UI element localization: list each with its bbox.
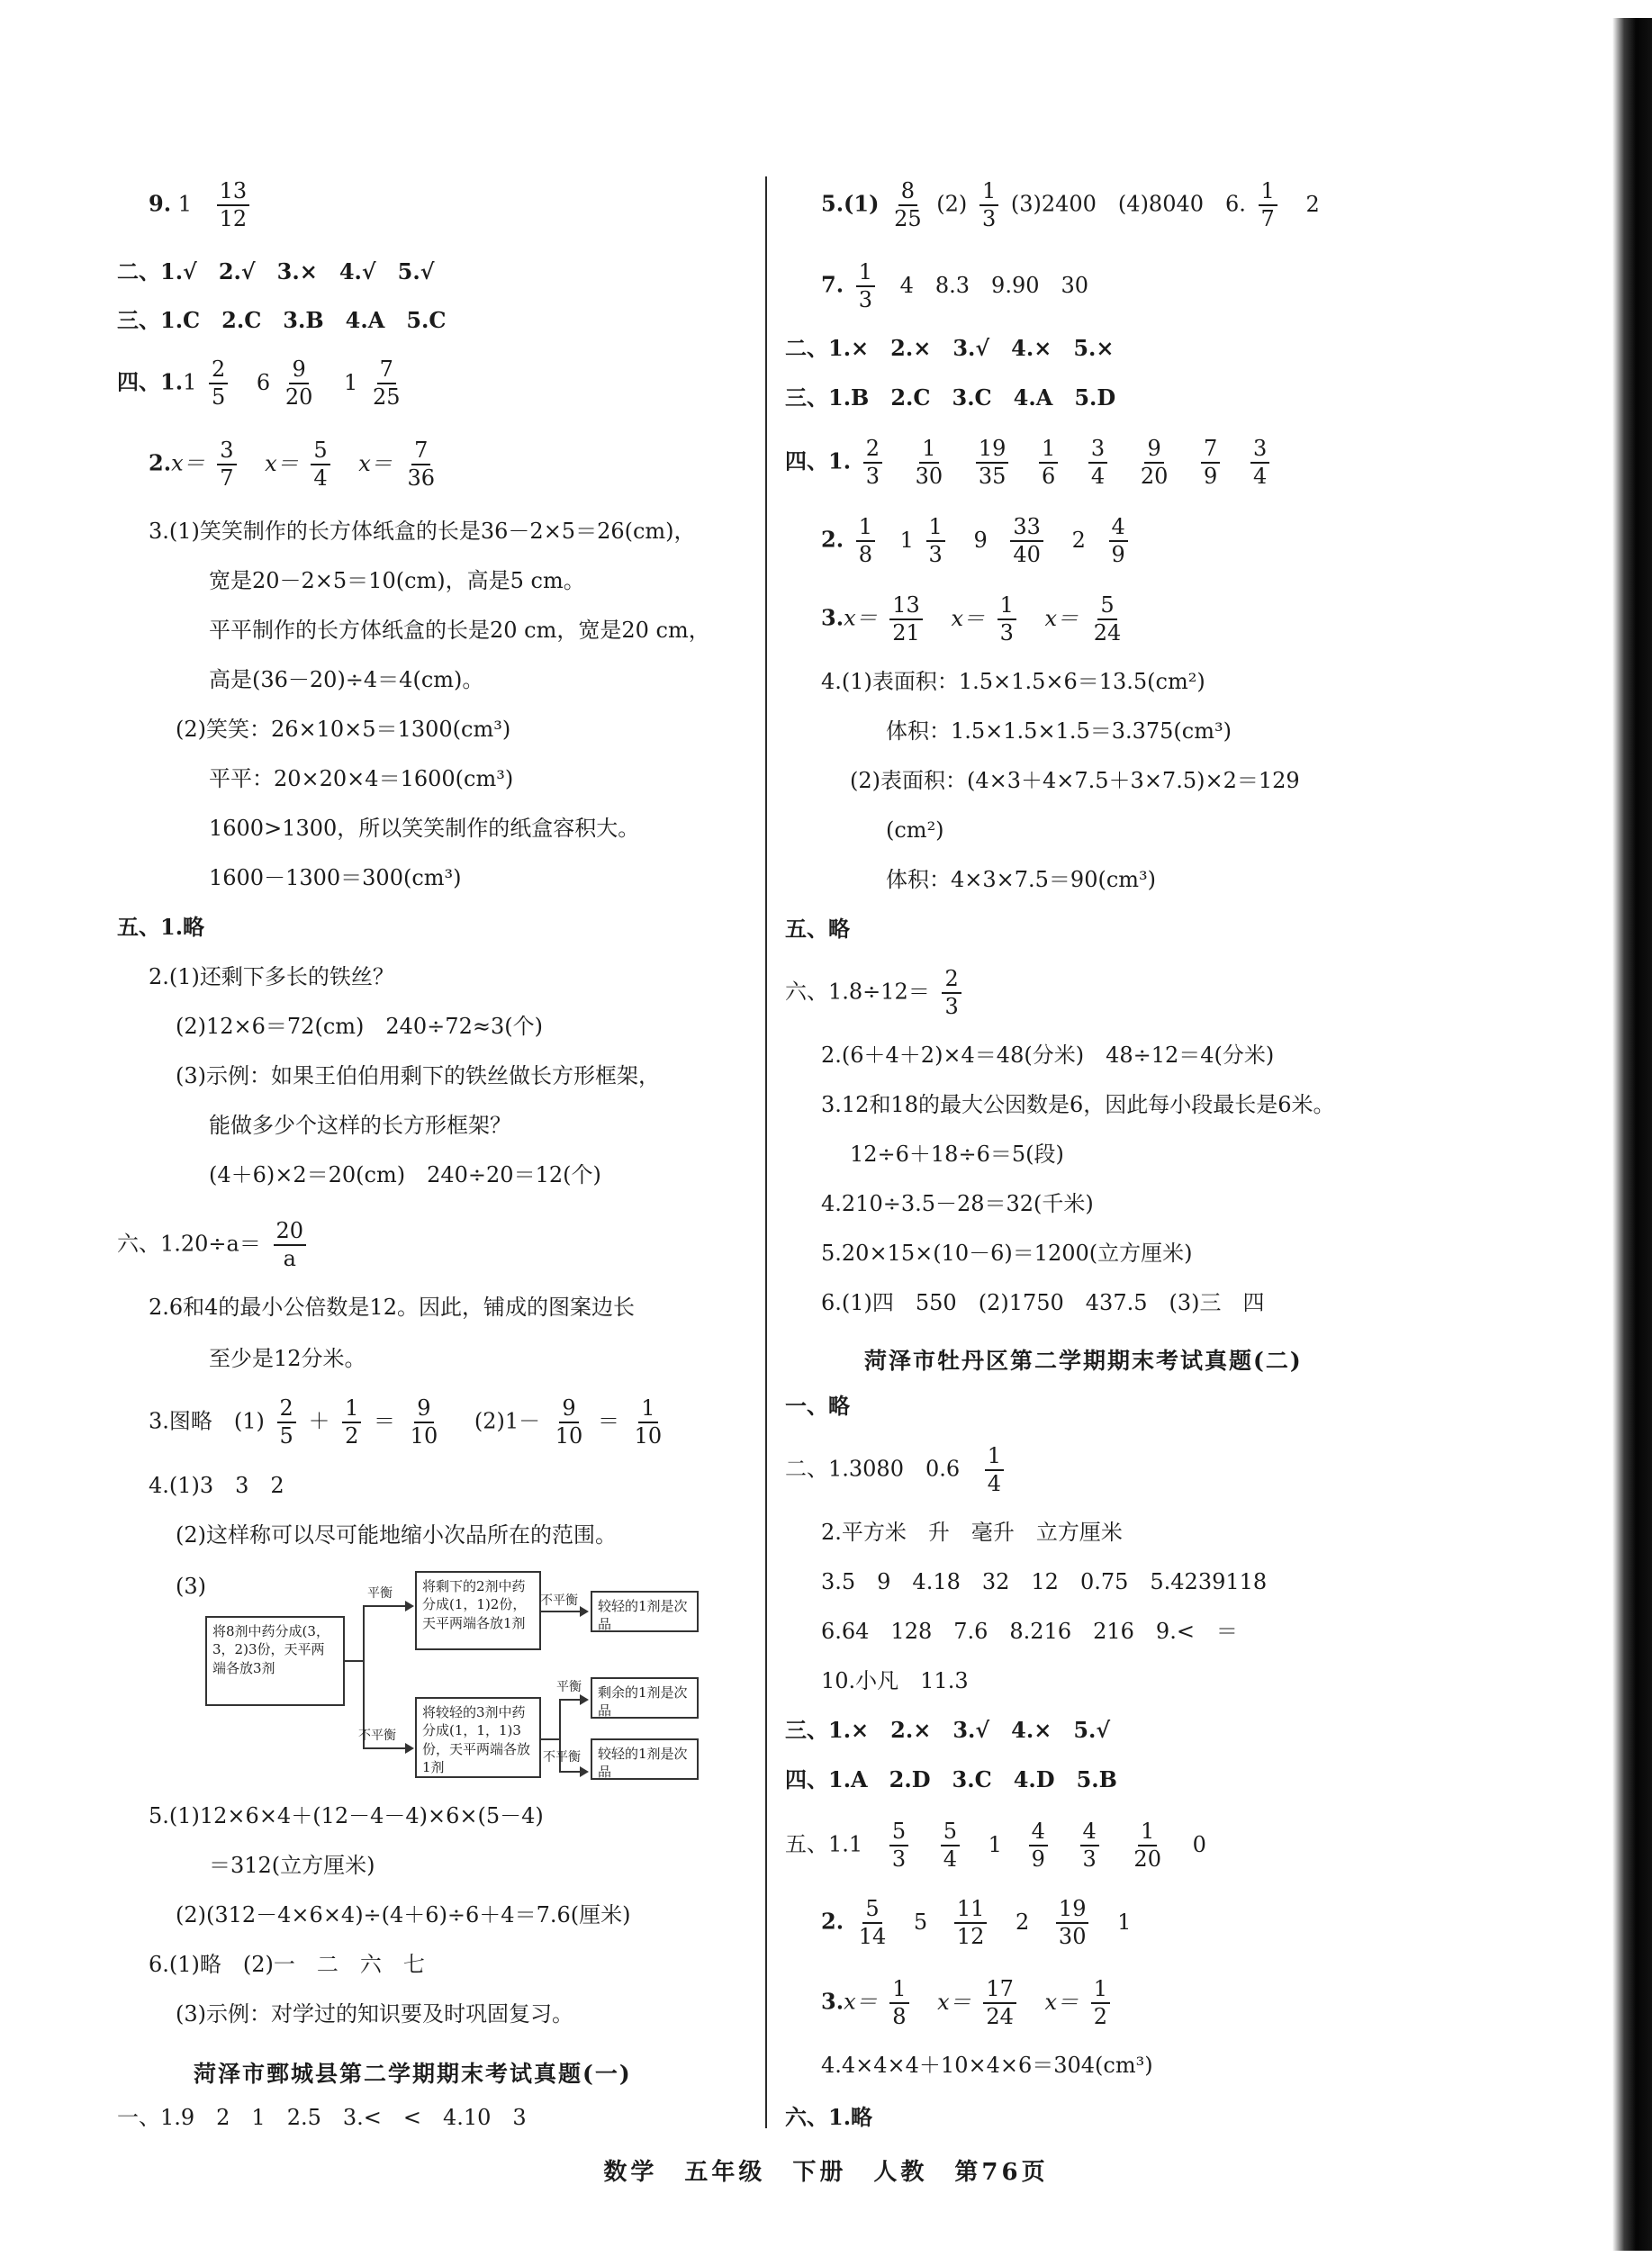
section-heading: 菏泽市牡丹区第二学期期末考试真题(二) <box>864 1348 1303 1374</box>
fraction: $\frac{1}{30}$ <box>915 436 943 490</box>
answer-line: 三、1.C 2.C 3.B 4.A 5.C <box>117 307 447 333</box>
answer-line: 3.图略 (1) $\frac{2}{5}$ ＋ $\frac{1}{2}$ ＝ $\frac{9}{10}$ (2)1－ $\frac{9}{10}$ ＝ $\frac{1}{10}$ <box>149 1397 670 1448</box>
unbalanced-label: 不平衡 <box>358 1729 396 1743</box>
fraction: $\frac{1}{3}$ <box>998 594 1016 645</box>
answer-line: 4.(1)表面积：1.5×1.5×6＝13.5(cm²) <box>821 669 1205 694</box>
fraction: $\frac{1}{3}$ <box>856 261 875 311</box>
fraction: $\frac{9}{10}$ <box>555 1395 583 1449</box>
fraction: $\frac{5}{14}$ <box>858 1896 887 1950</box>
answer-line: 2. $\frac{5}{14}$ 5 $\frac{11}{12}$ 2 $\frac{19}{30}$ 1 <box>821 1896 1132 1950</box>
answer-line: 7. $\frac{1}{3}$ 4 8.3 9.90 30 <box>821 259 1089 313</box>
connector <box>541 1738 559 1740</box>
unbalanced-label: 不平衡 <box>543 1750 581 1765</box>
page-edge-shadow <box>1612 18 1652 2251</box>
answer-line: (2)(312－4×6×4)÷(4＋6)÷6＋4＝7.6(厘米) <box>176 1902 631 1927</box>
fraction: $\frac{3}{4}$ <box>1088 438 1107 488</box>
fraction: $\frac{9}{20}$ <box>284 357 313 411</box>
answer-line: 高是(36－20)÷4＝4(cm)。 <box>209 667 484 692</box>
answer-line: (2)表面积：(4×3＋4×7.5＋3×7.5)×2＝129 <box>850 768 1300 793</box>
balanced-label: 平衡 <box>556 1680 582 1694</box>
arrow-icon <box>405 1601 414 1611</box>
fraction: $\frac{5}{24}$ <box>1093 592 1122 646</box>
fraction: $\frac{33}{40}$ <box>1010 516 1043 566</box>
answer-line: 五、略 <box>785 916 850 942</box>
answer-line: (2)这样称可以尽可能地缩小次品所在的范围。 <box>176 1522 617 1548</box>
connector <box>559 1699 582 1701</box>
answer-line: 四、1.1 $\frac{2}{5}$ 6 $\frac{9}{20}$ 1 $\frac{7}{25}$ <box>117 358 408 409</box>
answer-line: 12÷6＋18÷6＝5(段) <box>850 1142 1064 1167</box>
page-footer: 数学 五年级 下册 人教 第76页 <box>603 2159 1049 2186</box>
fraction: $\frac{3}{4}$ <box>1250 438 1269 488</box>
answer-line: 平平：20×20×4＝1600(cm³) <box>209 766 514 791</box>
answer-line: 至少是12分米。 <box>209 1346 366 1371</box>
fraction: $\frac{7}{9}$ <box>1201 438 1220 488</box>
fraction: $\frac{1}{10}$ <box>634 1395 663 1449</box>
fraction: $\frac{20}{a}$ <box>274 1220 307 1270</box>
fraction: $\frac{4}{3}$ <box>1080 1820 1099 1871</box>
answer-line: 1600－1300＝300(cm³) <box>209 865 462 890</box>
answer-line: 9. 1 $\frac{13}{12}$ <box>149 180 255 230</box>
connector <box>345 1660 363 1662</box>
connector <box>363 1605 408 1607</box>
answer-line: 3.x＝ $\frac{1}{8}$ x＝ $\frac{17}{24}$ x＝ $\frac{1}{2}$ <box>821 1978 1115 2028</box>
fraction: $\frac{7}{36}$ <box>407 438 436 492</box>
fraction: $\frac{2}{5}$ <box>209 358 228 409</box>
fraction: $\frac{1}{7}$ <box>1259 180 1277 230</box>
fraction: $\frac{19}{35}$ <box>976 438 1009 488</box>
fraction: $\frac{17}{24}$ <box>983 1978 1016 2028</box>
answer-line: (3)示例：如果王伯伯用剩下的铁丝做长方形框架， <box>176 1063 660 1088</box>
weighing-flowchart <box>205 1571 709 1781</box>
fraction: $\frac{13}{21}$ <box>889 594 923 645</box>
flow-start-box: 将8剂中药分成(3，3，2)3份，天平两端各放3剂 <box>205 1616 345 1706</box>
fraction: $\frac{4}{9}$ <box>1029 1820 1048 1871</box>
answer-line: 体积：1.5×1.5×1.5＝3.375(cm³) <box>886 718 1232 744</box>
fraction: $\frac{1}{2}$ <box>1091 1978 1110 2028</box>
answer-line: 2.(1)还剩下多长的铁丝？ <box>149 964 394 989</box>
answer-line: 6.(1)四 550 (2)1750 437.5 (3)三 四 <box>821 1290 1265 1315</box>
answer-line: 三、1.B 2.C 3.C 4.A 5.D <box>785 384 1116 411</box>
answer-line: 二、1.3080 0.6 $\frac{1}{4}$ <box>785 1445 1009 1495</box>
fraction: $\frac{1}{3}$ <box>926 516 945 566</box>
fraction: $\frac{4}{9}$ <box>1109 516 1128 566</box>
flow-bottom-box: 将较轻的3剂中药分成(1，1，1)3份，天平两端各放1剂 <box>415 1697 541 1778</box>
connector <box>363 1747 408 1749</box>
answer-line: 宽是20－2×5＝10(cm)，高是5 cm。 <box>209 568 585 593</box>
fraction: $\frac{8}{25}$ <box>894 178 922 232</box>
answer-line: ＝312(立方厘米) <box>209 1853 375 1878</box>
connector <box>559 1771 582 1773</box>
answer-line: 五、1.略 <box>117 914 205 940</box>
fraction: $\frac{2}{3}$ <box>863 438 882 488</box>
fraction: $\frac{1}{8}$ <box>856 516 875 566</box>
answer-line: 二、1.√ 2.√ 3.× 4.√ 5.√ <box>117 258 435 284</box>
answer-line: (4＋6)×2＝20(cm) 240÷20＝12(个) <box>209 1162 601 1187</box>
fraction: $\frac{9}{20}$ <box>1140 436 1169 490</box>
answer-line: 5.(1)12×6×4＋(12－4－4)×6×(5－4) <box>149 1803 544 1828</box>
answer-line: 4.210÷3.5－28＝32(千米) <box>821 1191 1094 1216</box>
answer-line: 2.平方米 升 毫升 立方厘米 <box>821 1520 1123 1545</box>
flow-result-box: 较轻的1剂是次品 <box>591 1591 699 1632</box>
answer-line: 平平制作的长方体纸盒的长是20 cm，宽是20 cm， <box>209 618 710 643</box>
fraction: $\frac{9}{10}$ <box>410 1395 438 1449</box>
answer-line: 4.4×4×4＋10×4×6＝304(cm³) <box>821 2053 1153 2078</box>
fraction: $\frac{13}{12}$ <box>217 180 250 230</box>
answer-line: 体积：4×3×7.5＝90(cm³) <box>886 867 1157 892</box>
answer-line: (3) <box>176 1574 206 1599</box>
fraction: $\frac{2}{3}$ <box>942 968 961 1018</box>
answer-line: (3)示例：对学过的知识要及时巩固复习。 <box>176 2001 573 2027</box>
arrow-icon <box>405 1743 414 1754</box>
answer-line: 六、1.20÷a＝ $\frac{20}{a}$ <box>117 1220 311 1270</box>
fraction: $\frac{1}{2}$ <box>342 1397 361 1448</box>
answer-line: 能做多少个这样的长方形框架？ <box>209 1113 511 1138</box>
answer-line: 一、1.9 2 1 2.5 3.< < 4.10 3 <box>117 2105 527 2130</box>
connector <box>541 1611 582 1612</box>
answer-line: 5.20×15×(10－6)＝1200(立方厘米) <box>821 1241 1193 1266</box>
answer-line: 3.12和18的最大公因数是6，因此每小段最长是6米。 <box>821 1092 1335 1117</box>
answer-line: (2)笑笑：26×10×5＝1300(cm³) <box>176 717 511 742</box>
fraction: $\frac{7}{25}$ <box>372 357 401 411</box>
answer-line: 二、1.× 2.× 3.√ 4.× 5.× <box>785 335 1115 361</box>
answer-line: 3.x＝ $\frac{13}{21}$ x＝ $\frac{1}{3}$ x＝ $\frac{5}{24}$ <box>821 594 1129 645</box>
answer-line: 3.5 9 4.18 32 12 0.75 5.4239118 <box>821 1569 1268 1594</box>
fraction: $\frac{5}{3}$ <box>889 1820 908 1871</box>
answer-line: 1600>1300，所以笑笑制作的纸盒容积大。 <box>209 816 640 841</box>
answer-line: 6.(1)略 (2)一 二 六 七 <box>149 1952 425 1977</box>
fraction: $\frac{11}{12}$ <box>954 1898 988 1948</box>
section-heading: 菏泽市鄄城县第二学期期末考试真题(一) <box>194 2061 632 2087</box>
answer-line: 2.6和4的最小公倍数是12。因此，铺成的图案边长 <box>149 1295 635 1320</box>
arrow-icon <box>580 1694 589 1705</box>
flow-top-box: 将剩下的2剂中药分成(1，1)2份，天平两端各放1剂 <box>415 1571 541 1650</box>
unbalanced-label: 不平衡 <box>540 1593 578 1608</box>
answer-line: 5.(1) $\frac{8}{25}$ (2) $\frac{1}{3}$ (3)2400 (4)8040 6. $\frac{1}{7}$ 2 <box>821 178 1320 232</box>
answer-line: 3.(1)笑笑制作的长方体纸盒的长是36－2×5＝26(cm)， <box>149 519 696 544</box>
fraction: $\frac{3}{7}$ <box>217 439 236 490</box>
fraction: $\frac{2}{5}$ <box>277 1397 296 1448</box>
answer-line: 三、1.× 2.× 3.√ 4.× 5.√ <box>785 1717 1111 1743</box>
balanced-label: 平衡 <box>367 1586 393 1601</box>
answer-line: 五、1.1 $\frac{5}{3}$ $\frac{5}{4}$ 1 $\frac{4}{9}$ $\frac{4}{3}$ $\frac{1}{20}$ 0 <box>785 1819 1206 1873</box>
answer-line: 一、略 <box>785 1393 850 1419</box>
answer-line: 4.(1)3 3 2 <box>149 1473 284 1498</box>
fraction: $\frac{19}{30}$ <box>1056 1898 1089 1948</box>
fraction: $\frac{1}{20}$ <box>1133 1819 1161 1873</box>
answer-line: 2.(6＋4＋2)×4＝48(分米) 48÷12＝4(分米) <box>821 1043 1275 1068</box>
answer-line: 四、1. $\frac{2}{3}$ $\frac{1}{30}$ $\frac{19}{35}$ $\frac{1}{6}$ $\frac{3}{4}$ $\frac{9}{20}$ $\frac{7}{9}$ $\frac{3}{4}$ <box>785 438 1275 488</box>
answer-line: 六、1.8÷12＝ $\frac{2}{3}$ <box>785 968 967 1018</box>
fraction: $\frac{5}{4}$ <box>311 439 329 490</box>
answer-line: 2.x＝ $\frac{3}{7}$ x＝ $\frac{5}{4}$ x＝ $\frac{7}{36}$ <box>149 439 443 490</box>
answer-line: (2)12×6＝72(cm) 240÷72≈3(个) <box>176 1014 543 1039</box>
answer-line: 10.小凡 11.3 <box>821 1668 969 1693</box>
flow-result-box: 剩余的1剂是次品 <box>591 1677 699 1719</box>
answer-line: 四、1.A 2.D 3.C 4.D 5.B <box>785 1766 1117 1792</box>
answer-line: 六、1.略 <box>785 2104 873 2130</box>
fraction: $\frac{1}{6}$ <box>1039 438 1058 488</box>
answer-line: (cm²) <box>886 817 944 843</box>
column-divider <box>765 176 767 2128</box>
arrow-icon <box>580 1606 589 1617</box>
fraction: $\frac{5}{4}$ <box>941 1820 960 1871</box>
fraction: $\frac{1}{3}$ <box>979 180 998 230</box>
fraction: $\frac{1}{8}$ <box>889 1978 908 2028</box>
answer-line: 2. $\frac{1}{8}$ 1 $\frac{1}{3}$ 9 $\frac{33}{40}$ 2 $\frac{4}{9}$ <box>821 516 1133 566</box>
answer-line: 6.64 128 7.6 8.216 216 9.< ＝ <box>821 1619 1238 1644</box>
arrow-icon <box>580 1766 589 1777</box>
flow-result-box: 较轻的1剂是次品 <box>591 1738 699 1780</box>
fraction: $\frac{1}{4}$ <box>985 1445 1004 1495</box>
